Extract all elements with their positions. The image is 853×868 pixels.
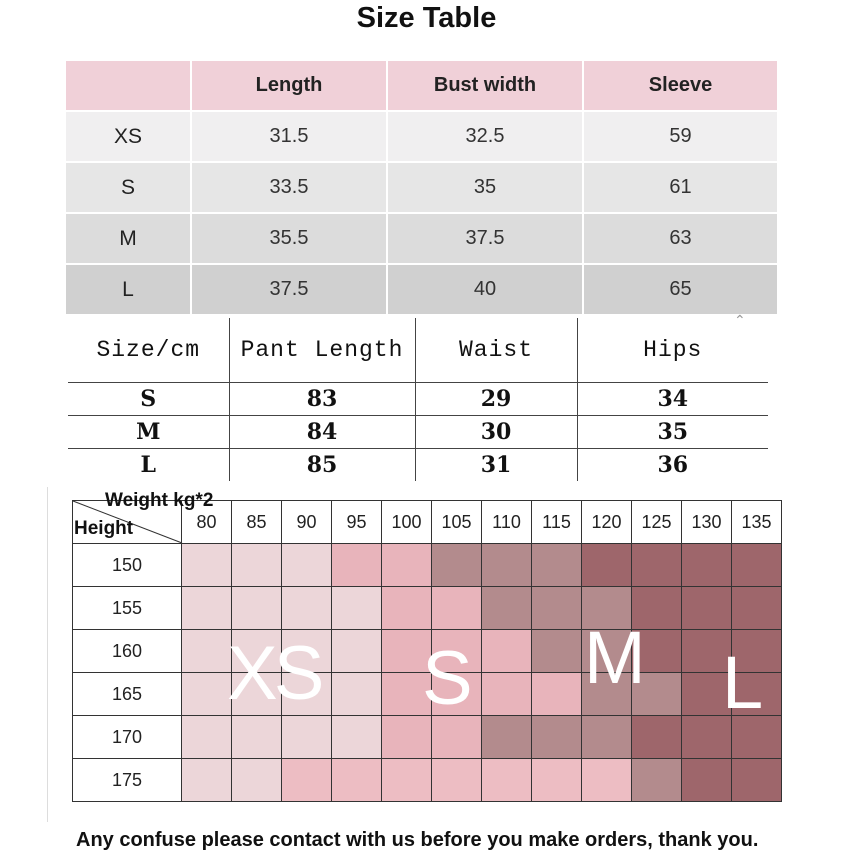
header-blank: [66, 61, 191, 111]
size-zone-cell: [332, 544, 382, 587]
size-zone-cell: [482, 630, 532, 673]
size-zone-cell: [532, 759, 582, 802]
table-row: [73, 673, 782, 716]
size-zone-cell: [382, 759, 432, 802]
caret-up-icon: ⌃: [734, 312, 746, 328]
footer-note: Any confuse please contact with us before you make orders, thank you.: [76, 829, 759, 851]
weight-header-cell: 115: [532, 501, 582, 544]
header-sleeve: Sleeve: [583, 61, 778, 111]
length-cell: 31.5: [191, 111, 387, 162]
table-row: [73, 759, 782, 802]
waist-cell: 30: [415, 416, 577, 449]
size-zone-cell: [332, 673, 382, 716]
weight-header-row: [73, 501, 782, 544]
size-zone-cell: [632, 630, 682, 673]
size-cell: L: [66, 264, 191, 315]
table-row: [68, 449, 768, 482]
size-zone-cell: [532, 673, 582, 716]
length-cell: 33.5: [191, 162, 387, 213]
hips-cell: 34: [577, 383, 768, 416]
size-zone-cell: [532, 716, 582, 759]
pant-length-cell: 84: [229, 416, 415, 449]
sleeve-cell: 61: [583, 162, 778, 213]
height-cell: 160: [73, 630, 182, 673]
height-cell: 175: [73, 759, 182, 802]
size-zone-cell: [632, 587, 682, 630]
size-zone-cell: [282, 759, 332, 802]
header-bust-width: Bust width: [387, 61, 583, 111]
size-zone-cell: [182, 673, 232, 716]
height-cell: 155: [73, 587, 182, 630]
size-cell: M: [66, 213, 191, 264]
weight-header-cell: 85: [232, 501, 282, 544]
size-zone-cell: [532, 544, 582, 587]
size-zone-cell: [182, 630, 232, 673]
height-axis-label: Height: [74, 518, 134, 539]
size-zone-cell: [182, 587, 232, 630]
size-zone-cell: [332, 587, 382, 630]
size-cell: S: [68, 383, 229, 416]
size-zone-cell: [382, 716, 432, 759]
weight-header-cell: 90: [282, 501, 332, 544]
size-zone-cell: [532, 587, 582, 630]
size-cell: M: [68, 416, 229, 449]
size-zone-cell: [382, 673, 432, 716]
weight-header-cell: 130: [682, 501, 732, 544]
size-zone-cell: [732, 759, 782, 802]
weight-header-cell: 125: [632, 501, 682, 544]
size-zone-cell: [182, 759, 232, 802]
size-zone-cell: [482, 587, 532, 630]
pant-length-cell: 83: [229, 383, 415, 416]
size-zone-cell: [632, 673, 682, 716]
size-cell: S: [66, 162, 191, 213]
size-zone-cell: [282, 673, 332, 716]
size-zone-cell: [382, 587, 432, 630]
table-row: [73, 630, 782, 673]
size-zone-cell: [582, 673, 632, 716]
sleeve-cell: 59: [583, 111, 778, 162]
top-size-header-row: [66, 61, 778, 111]
weight-header-cell: 135: [732, 501, 782, 544]
size-zone-cell: [582, 587, 632, 630]
size-zone-cell: [482, 716, 532, 759]
size-zone-cell: [332, 759, 382, 802]
size-zone-cell: [482, 673, 532, 716]
size-zone-cell: [232, 759, 282, 802]
size-zone-cell: [432, 630, 482, 673]
size-zone-cell: [632, 716, 682, 759]
height-cell: 165: [73, 673, 182, 716]
size-zone-cell: [732, 587, 782, 630]
size-zone-cell: [682, 544, 732, 587]
size-zone-cell: [282, 716, 332, 759]
size-zone-cell: [582, 630, 632, 673]
header-pant-length: Pant Length: [229, 318, 415, 383]
size-zone-cell: [632, 544, 682, 587]
header-hips: Hips: [577, 318, 768, 383]
size-zone-cell: [732, 716, 782, 759]
size-zone-cell: [732, 673, 782, 716]
page-title: Size Table: [356, 2, 497, 34]
divider-line: [47, 487, 48, 822]
size-zone-cell: [432, 587, 482, 630]
zone-label-s: S: [422, 636, 473, 721]
header-size-cm: Size/cm: [68, 318, 229, 383]
size-zone-cell: [682, 759, 732, 802]
size-zone-cell: [282, 587, 332, 630]
size-zone-cell: [582, 544, 632, 587]
size-zone-cell: [482, 759, 532, 802]
table-row: [68, 383, 768, 416]
size-zone-cell: [632, 759, 682, 802]
size-zone-cell: [682, 587, 732, 630]
top-size-table: [66, 61, 779, 316]
size-cell: XS: [66, 111, 191, 162]
size-zone-cell: [582, 716, 632, 759]
sleeve-cell: 65: [583, 264, 778, 315]
pant-size-table: [68, 318, 768, 481]
size-zone-cell: [332, 630, 382, 673]
size-zone-cell: [232, 630, 282, 673]
height-weight-chart: [72, 490, 781, 802]
header-waist: Waist: [415, 318, 577, 383]
table-row: [73, 587, 782, 630]
table-row: [66, 264, 778, 315]
size-zone-cell: [382, 544, 432, 587]
size-zone-cell: [432, 716, 482, 759]
size-zone-cell: [232, 673, 282, 716]
zone-label-m: M: [584, 616, 646, 699]
size-zone-cell: [232, 544, 282, 587]
size-zone-cell: [532, 630, 582, 673]
table-row: [68, 416, 768, 449]
table-row: [66, 162, 778, 213]
size-zone-cell: [732, 544, 782, 587]
table-row: [66, 213, 778, 264]
bust-cell: 35: [387, 162, 583, 213]
hips-cell: 36: [657, 452, 689, 478]
size-cell: L: [68, 449, 229, 482]
height-cell: 170: [73, 716, 182, 759]
weight-header-cell: 110: [482, 501, 532, 544]
size-zone-cell: [732, 630, 782, 673]
header-length: Length: [191, 61, 387, 111]
weight-axis-label: Weight kg*2: [105, 490, 214, 511]
size-zone-cell: [182, 716, 232, 759]
weight-header-cell: 100: [382, 501, 432, 544]
waist-cell: 31: [415, 449, 577, 482]
sleeve-cell: 63: [583, 213, 778, 264]
size-zone-cell: [182, 544, 232, 587]
size-zone-cell: [682, 630, 732, 673]
length-cell: 35.5: [191, 213, 387, 264]
size-zone-cell: [682, 673, 732, 716]
weight-header-cell: 105: [432, 501, 482, 544]
size-zone-cell: [682, 716, 732, 759]
table-row: [66, 111, 778, 162]
pant-length-cell: 85: [229, 449, 415, 482]
waist-cell: 29: [415, 383, 577, 416]
size-zone-cell: [282, 544, 332, 587]
size-zone-cell: [482, 544, 532, 587]
size-zone-cell: [382, 630, 432, 673]
size-zone-cell: [232, 587, 282, 630]
table-row: [73, 716, 782, 759]
bust-cell: 37.5: [387, 213, 583, 264]
size-zone-cell: [332, 716, 382, 759]
size-zone-cell: [232, 716, 282, 759]
size-zone-cell: [582, 759, 632, 802]
length-cell: 37.5: [191, 264, 387, 315]
height-weight-table: [72, 490, 782, 802]
height-cell: 150: [73, 544, 182, 587]
pant-size-header-row: [68, 318, 768, 383]
weight-header-cell: 120: [582, 501, 632, 544]
size-zone-cell: [432, 673, 482, 716]
weight-header-cell: 80: [182, 501, 232, 544]
table-row: [73, 544, 782, 587]
bust-cell: 40: [387, 264, 583, 315]
size-zone-cell: [432, 759, 482, 802]
size-zone-cell: [282, 630, 332, 673]
zone-label-xs: XS: [227, 631, 321, 716]
zone-label-l: L: [722, 641, 764, 724]
weight-header-cell: 95: [332, 501, 382, 544]
bust-cell: 32.5: [387, 111, 583, 162]
hips-cell: 35: [577, 416, 768, 449]
size-zone-cell: [432, 544, 482, 587]
